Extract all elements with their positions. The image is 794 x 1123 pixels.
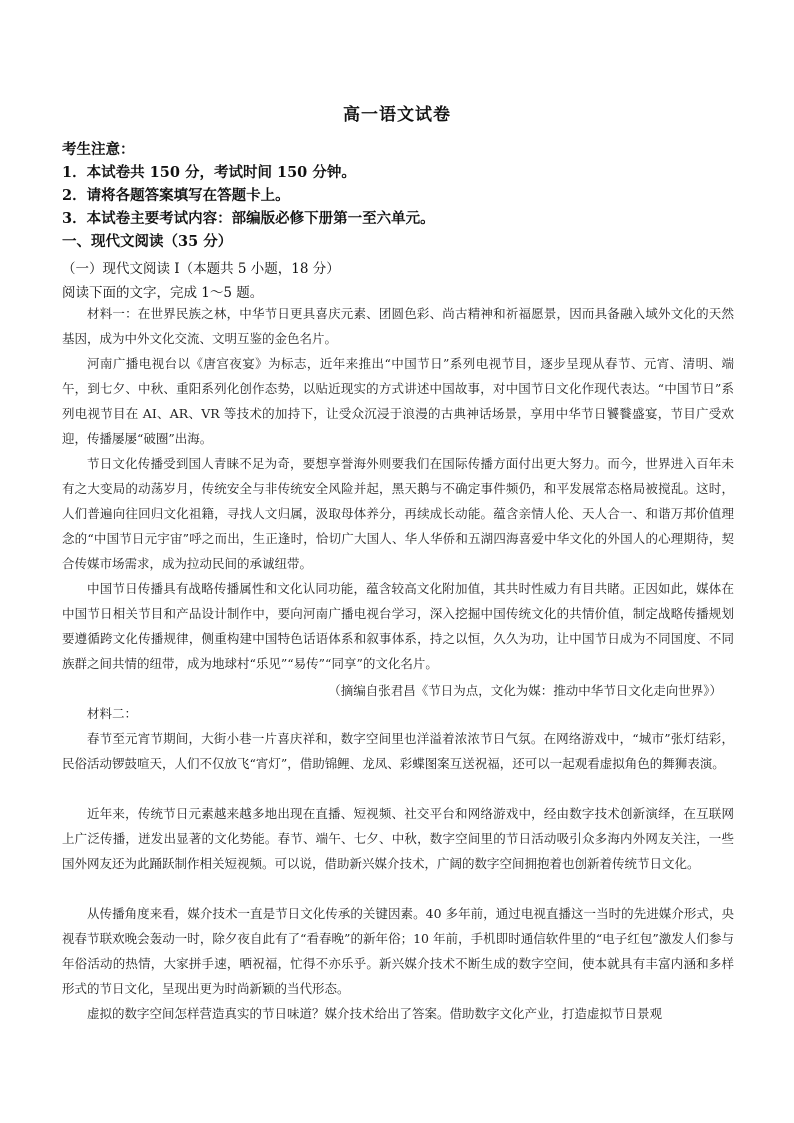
page-title: 高一语文试卷 (343, 105, 451, 125)
material2-label: 材料二： (87, 706, 138, 721)
section-subheading: （一）现代文阅读 I（本题共 5 小题，18 分） (62, 261, 340, 277)
section-heading: 一、现代文阅读（35 分） (62, 233, 233, 250)
notice-heading: 考生注意： (62, 141, 135, 158)
notice-item: 1．本试卷共 150 分，考试时间 150 分钟。 (62, 164, 356, 181)
reading-instruction: 阅读下面的文字，完成 1～5 题。 (62, 285, 264, 301)
material2-paragraph: 从传播角度来看，媒介技术一直是节日文化传承的关键因素。40 多年前，通过电视直播这一当时的先进媒介形式，央视春节联欢晚会轰动一时，除夕夜自此有了“看春晚”的新年俗；10 年前，手机即时通信软件里的“电子红包”激发人们参与年俗活动的热情，大家拼手速，晒祝福，忙得不亦乐乎。新兴媒介技术不断生成的数字空间，使本就具有丰富内涵和多样形式的节日文化，呈现出更为时尚新颖的当代形态。 (62, 906, 734, 996)
material2-paragraph: 近年来，传统节日元素越来越多地出现在直播、短视频、社交平台和网络游戏中，经由数字技术创新演绎，在互联网上广泛传播，迸发出显著的文化势能。春节、端午、七夕、中秋，数字空间里的节日活动吸引众多海内外网友关注，一些国外网友还为此踊跃制作相关短视频。可以说，借助新兴媒介技术，广阔的数字空间拥抱着也创新着传统节日文化。 (62, 806, 734, 871)
notice-item: 3．本试卷主要考试内容：部编版必修下册第一至六单元。 (62, 210, 435, 227)
material2-paragraph: 虚拟的数字空间怎样营造真实的节日味道？媒介技术给出了答案。借助数字文化产业，打造虚拟节日景观 (87, 1006, 663, 1021)
notice-item: 2．请将各题答案填写在答题卡上。 (62, 187, 290, 204)
material1-paragraph: 河南广播电视台以《唐宫夜宴》为标志，近年来推出“中国节日”系列电视节目，逐步呈现从春节、元宵、清明、端午，到七夕、中秋、重阳系列化创作态势，以贴近现实的方式讲述中国故事，对中国节日文化作现代表达。“中国节日”系列电视节目在 AI、AR、VR 等技术的加持下，让受众沉浸于浪漫的古典神话场景，享用中华节日饕餮盛宴，节目广受欢迎，传播屡屡“破圈”出海。 (62, 356, 734, 446)
material1-paragraph: 材料一：在世界民族之林，中华节日更具喜庆元素、团圆色彩、尚古精神和祈福愿景，因而具备融入域外文化的天然基因，成为中外文化交流、文明互鉴的金色名片。 (62, 306, 734, 346)
material2-paragraph: 春节至元宵节期间，大街小巷一片喜庆祥和，数字空间里也洋溢着浓浓节日气氛。在网络游戏中，“城市”张灯结彩，民俗活动锣鼓喧天，人们不仅放飞“宵灯”，借助锦鲤、龙凤、彩蝶图案互送祝福，还可以一起观看虚拟角色的舞狮表演。 (62, 731, 734, 771)
material1-source: （摘编自张君昌《节日为点，文化为媒：推动中华节日文化走向世界》） (328, 683, 722, 698)
material1-paragraph: 中国节日传播具有战略传播属性和文化认同功能，蕴含较高文化附加值，其共时性威力有目共睹。正因如此，媒体在中国节日相关节目和产品设计制作中，要向河南广播电视台学习，深入挖掘中国传统文化的共情价值，制定战略传播规划要遵循跨文化传播规律，侧重构建中国特色话语体系和叙事体系，持之以恒，久久为功，让中国节日成为不同国度、不同族群之间共情的纽带，成为地球村“乐见”“易传”“同享”的文化名片。 (62, 581, 734, 671)
material1-paragraph: 节日文化传播受到国人青睐不足为奇，要想享誉海外则要我们在国际传播方面付出更大努力。而今，世界进入百年未有之大变局的动荡岁月，传统安全与非传统安全风险并起，黑天鹅与不确定事件频仍，和平发展常态格局被搅乱。这时，人们普遍向往回归文化祖籍，寻找人文归属，汲取母体养分，再续成长动能。蕴含亲情人伦、天人合一、和谐万邦价值理念的“中国节日元宇宙”呼之而出，生正逢时，恰切广大国人、华人华侨和五湖四海喜爱中华文化的外国人的心理期待，契合传媒市场需求，成为拉动民间的承诚纽带。 (62, 456, 734, 571)
